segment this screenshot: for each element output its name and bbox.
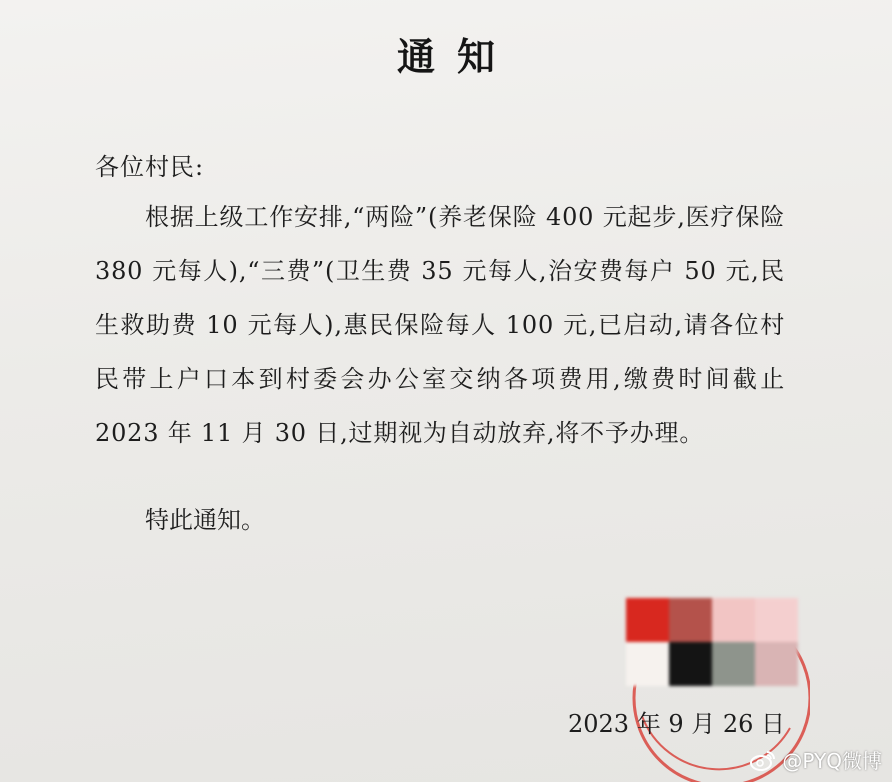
mosaic-tile bbox=[712, 598, 755, 642]
mosaic-tile bbox=[669, 642, 712, 686]
stamp-mosaic bbox=[626, 598, 798, 686]
closing-line: 特此通知。 bbox=[145, 506, 265, 534]
issue-date: 2023 年 9 月 26 日 bbox=[568, 710, 786, 738]
weibo-watermark bbox=[750, 745, 882, 774]
mosaic-tile bbox=[626, 642, 669, 686]
mosaic-tile bbox=[755, 642, 798, 686]
notice-title: 通知 bbox=[396, 35, 517, 79]
mosaic-tile bbox=[712, 642, 755, 686]
weibo-icon bbox=[750, 749, 776, 771]
mosaic-tile bbox=[626, 598, 669, 642]
notice-body: 根据上级工作安排,“两险”(养老保险 400 元起步,医疗保险 380 元每人),“三费”(卫生费 35 元每人,治安费每户 50 元,民生救助费 10 元每人),惠民保险每人 100 元,已启动,请各位村民带上户口本到村委会办公室交纳各项费用,缴费时间截止 2023 年 11 月 30 日,过期视为自动放弃,将不予办理。 bbox=[95, 203, 785, 447]
mosaic-tile bbox=[669, 598, 712, 642]
salutation: 各位村民: bbox=[95, 153, 205, 181]
watermark-text: @PYQ微博 bbox=[782, 749, 882, 773]
mosaic-tile bbox=[755, 598, 798, 642]
